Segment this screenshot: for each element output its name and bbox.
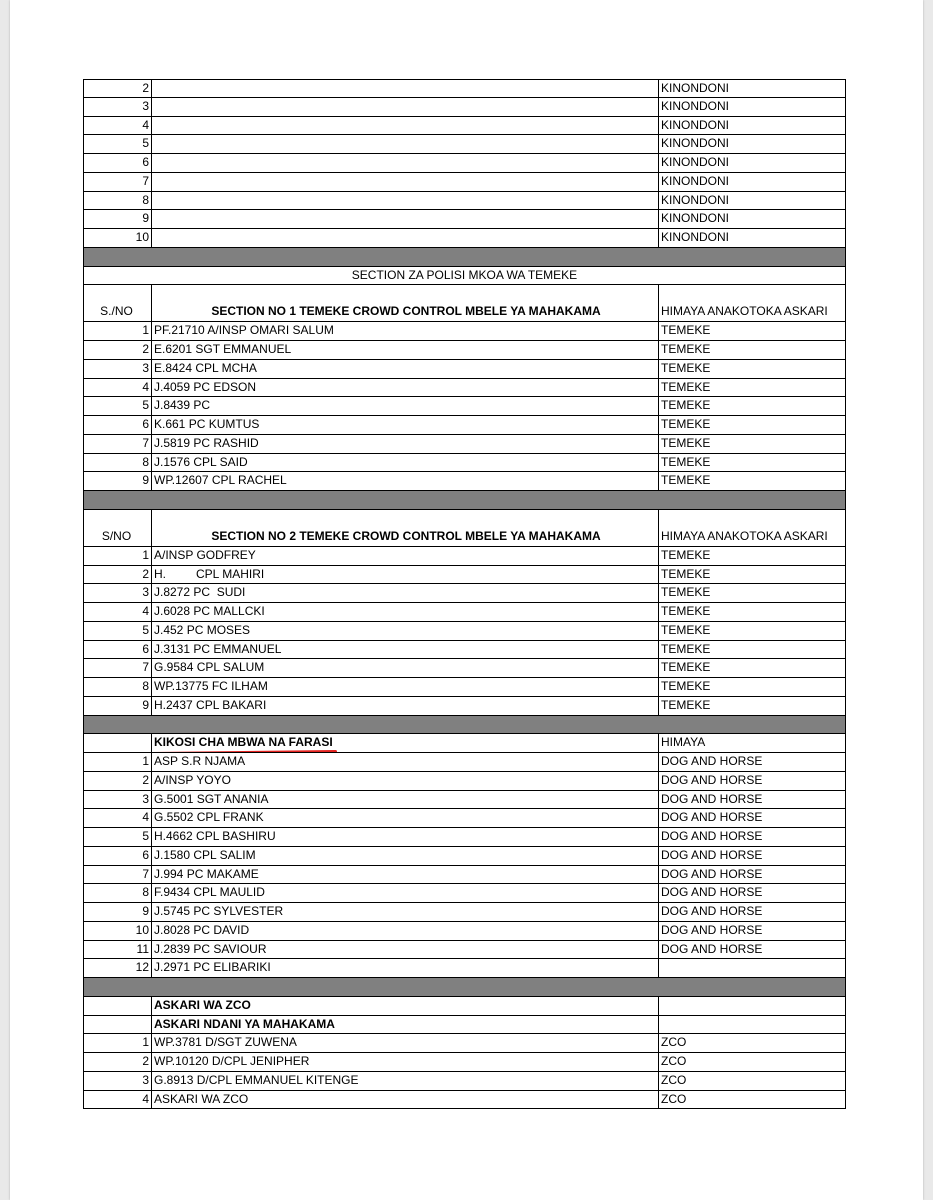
table-row bbox=[83, 791, 846, 810]
area-cell: TEMEKE bbox=[661, 566, 711, 581]
row-number: 2 bbox=[84, 566, 152, 584]
row-number: 1 bbox=[84, 1034, 152, 1052]
table-row bbox=[83, 959, 846, 978]
row-number: 2 bbox=[84, 1053, 152, 1071]
row-number: 7 bbox=[84, 173, 152, 191]
table-row bbox=[83, 154, 846, 173]
table-row bbox=[83, 697, 846, 716]
officer-name: J.8028 PC DAVID bbox=[152, 922, 659, 940]
table-row bbox=[83, 753, 846, 772]
officer-name: G.5001 SGT ANANIA bbox=[152, 791, 659, 809]
table-row bbox=[83, 884, 846, 903]
area-cell: TEMEKE bbox=[661, 417, 711, 431]
officer-name: WP.3781 D/SGT ZUWENA bbox=[152, 1034, 659, 1052]
row-number: 12 bbox=[84, 959, 152, 977]
row-number: 2 bbox=[84, 341, 152, 359]
row-number: 10 bbox=[84, 922, 152, 940]
table-row bbox=[83, 1034, 846, 1053]
column-header-area: HIMAYA ANAKOTOKA ASKARI bbox=[661, 528, 828, 543]
row-number: 4 bbox=[84, 117, 152, 135]
officer-name bbox=[152, 192, 659, 210]
table-row bbox=[83, 322, 846, 341]
officer-name: H.4662 CPL BASHIRU bbox=[152, 828, 659, 846]
officer-name: J.6028 PC MALLCKI bbox=[152, 603, 659, 621]
officer-name bbox=[152, 173, 659, 191]
table-row bbox=[83, 1053, 846, 1072]
table-row bbox=[83, 79, 846, 98]
officer-name: J.8439 PC bbox=[152, 397, 659, 415]
row-number: 6 bbox=[84, 641, 152, 659]
empty-cell bbox=[84, 1016, 152, 1034]
table-row bbox=[83, 847, 846, 866]
table-row bbox=[83, 416, 846, 435]
area-cell: TEMEKE bbox=[661, 398, 711, 413]
table-row bbox=[83, 603, 846, 622]
area-cell: DOG AND HORSE bbox=[661, 847, 763, 862]
table-row bbox=[83, 828, 846, 847]
officer-name: J.8272 PC SUDI bbox=[152, 584, 659, 602]
row-number: 4 bbox=[84, 379, 152, 397]
table-row bbox=[83, 941, 846, 960]
officer-name: J.452 PC MOSES bbox=[152, 622, 659, 640]
document-page bbox=[10, 0, 923, 1200]
section-heading: SECTION ZA POLISI MKOA WA TEMEKE bbox=[351, 267, 578, 282]
row-number: 11 bbox=[84, 941, 152, 959]
area-cell: TEMEKE bbox=[661, 585, 711, 600]
area-cell: DOG AND HORSE bbox=[661, 754, 763, 768]
row-number: 1 bbox=[84, 322, 152, 340]
area-cell: KINONDONI bbox=[661, 211, 730, 226]
table-row bbox=[83, 922, 846, 941]
officer-name: J.3131 PC EMMANUEL bbox=[152, 641, 659, 659]
row-number: 5 bbox=[84, 828, 152, 846]
row-number: 7 bbox=[84, 659, 152, 677]
area-cell: KINONDONI bbox=[661, 81, 730, 95]
row-number: 1 bbox=[84, 753, 152, 771]
table-row bbox=[83, 678, 846, 697]
officer-name: J.5819 PC RASHID bbox=[152, 435, 659, 453]
area-cell: TEMEKE bbox=[661, 379, 711, 394]
officer-name: PF.21710 A/INSP OMARI SALUM bbox=[152, 322, 659, 340]
table-row bbox=[83, 472, 846, 491]
officer-name bbox=[152, 135, 659, 153]
row-number: 2 bbox=[84, 772, 152, 790]
area-cell: TEMEKE bbox=[661, 435, 711, 450]
empty-cell bbox=[659, 997, 845, 1015]
table-row bbox=[83, 229, 846, 248]
area-cell: KINONDONI bbox=[661, 117, 730, 132]
row-number: 3 bbox=[84, 584, 152, 602]
area-cell: TEMEKE bbox=[661, 697, 711, 712]
area-cell: TEMEKE bbox=[661, 660, 711, 675]
officer-name: J.2839 PC SAVIOUR bbox=[152, 941, 659, 959]
row-number: 9 bbox=[84, 210, 152, 228]
area-cell: TEMEKE bbox=[661, 604, 711, 618]
table-row bbox=[83, 341, 846, 360]
officer-name: G.9584 CPL SALUM bbox=[152, 659, 659, 677]
row-number: 10 bbox=[84, 229, 152, 247]
row-number: 3 bbox=[84, 98, 152, 116]
row-number: 3 bbox=[84, 791, 152, 809]
personnel-table bbox=[83, 79, 846, 1109]
table-row bbox=[83, 772, 846, 791]
section-subtitle: ASKARI NDANI YA MAHAKAMA bbox=[152, 1016, 659, 1034]
section-title: ASKARI WA ZCO bbox=[152, 997, 659, 1015]
row-number: 8 bbox=[84, 884, 152, 902]
area-cell: DOG AND HORSE bbox=[661, 791, 763, 806]
area-cell: KINONDONI bbox=[661, 173, 730, 188]
area-cell bbox=[659, 959, 845, 977]
officer-name: ASP S.R NJAMA bbox=[152, 753, 659, 771]
underlined-title: KIKOSI CHA MBWA NA FARASI bbox=[154, 735, 333, 750]
area-cell: DOG AND HORSE bbox=[661, 922, 763, 937]
table-row bbox=[83, 397, 846, 416]
table-row bbox=[83, 1091, 846, 1110]
officer-name: WP.13775 FC ILHAM bbox=[152, 678, 659, 696]
table-row bbox=[83, 866, 846, 885]
row-number: 7 bbox=[84, 866, 152, 884]
section-title-cell bbox=[152, 734, 659, 752]
officer-name: K.661 PC KUMTUS bbox=[152, 416, 659, 434]
officer-name: J.994 PC MAKAME bbox=[152, 866, 659, 884]
section-header-row bbox=[83, 285, 846, 322]
area-cell: DOG AND HORSE bbox=[661, 829, 763, 843]
row-number: 9 bbox=[84, 903, 152, 921]
table-row bbox=[83, 117, 846, 136]
row-number: 9 bbox=[84, 472, 152, 490]
section-title: SECTION NO 1 TEMEKE CROWD CONTROL MBELE YA MAHAKAMA bbox=[152, 285, 659, 321]
table-row bbox=[83, 98, 846, 117]
section-header-row bbox=[83, 510, 846, 547]
area-cell: KINONDONI bbox=[661, 98, 730, 113]
area-cell: TEMEKE bbox=[661, 454, 711, 469]
area-cell: DOG AND HORSE bbox=[661, 772, 763, 787]
column-header-sno: S/NO bbox=[84, 510, 152, 546]
row-number: 8 bbox=[84, 678, 152, 696]
area-cell: KINONDONI bbox=[661, 192, 730, 207]
row-number: 6 bbox=[84, 847, 152, 865]
officer-name: G.5502 CPL FRANK bbox=[152, 809, 659, 827]
table-row bbox=[83, 584, 846, 603]
area-cell: DOG AND HORSE bbox=[661, 941, 763, 956]
row-number: 6 bbox=[84, 154, 152, 172]
table-row bbox=[83, 809, 846, 828]
officer-name bbox=[152, 229, 659, 247]
section-header-row bbox=[83, 997, 846, 1016]
section-title: SECTION NO 2 TEMEKE CROWD CONTROL MBELE YA MAHAKAMA bbox=[152, 510, 659, 546]
table-row bbox=[83, 173, 846, 192]
officer-name: J.2971 PC ELIBARIKI bbox=[152, 959, 659, 977]
officer-name bbox=[152, 210, 659, 228]
area-cell: TEMEKE bbox=[661, 473, 711, 488]
row-number: 7 bbox=[84, 435, 152, 453]
officer-name bbox=[152, 117, 659, 135]
officer-name: WP.12607 CPL RACHEL bbox=[152, 472, 659, 490]
area-cell: TEMEKE bbox=[661, 360, 711, 375]
table-row bbox=[83, 135, 846, 154]
officer-name: J.4059 PC EDSON bbox=[152, 379, 659, 397]
area-cell: ZCO bbox=[661, 1072, 687, 1087]
column-header-area: HIMAYA ANAKOTOKA ASKARI bbox=[661, 304, 828, 319]
separator-row bbox=[83, 491, 846, 510]
table-row bbox=[83, 566, 846, 585]
separator-row bbox=[83, 716, 846, 735]
table-row bbox=[83, 903, 846, 922]
area-cell: KINONDONI bbox=[661, 136, 730, 151]
row-number: 5 bbox=[84, 135, 152, 153]
officer-name: WP.10120 D/CPL JENIPHER bbox=[152, 1053, 659, 1071]
row-number: 2 bbox=[84, 80, 152, 97]
row-number: 1 bbox=[84, 547, 152, 565]
empty-cell bbox=[84, 734, 152, 752]
section-heading-row bbox=[83, 267, 846, 286]
section-header-row bbox=[83, 734, 846, 753]
row-number: 3 bbox=[84, 1072, 152, 1090]
separator-row bbox=[83, 248, 846, 267]
table-row bbox=[83, 454, 846, 473]
table-row bbox=[83, 360, 846, 379]
row-number: 8 bbox=[84, 192, 152, 210]
row-number: 4 bbox=[84, 603, 152, 621]
area-cell: DOG AND HORSE bbox=[661, 810, 763, 825]
officer-name: J.5745 PC SYLVESTER bbox=[152, 903, 659, 921]
officer-name: F.9434 CPL MAULID bbox=[152, 884, 659, 902]
row-number: 9 bbox=[84, 697, 152, 715]
area-cell: TEMEKE bbox=[661, 342, 711, 356]
row-number: 5 bbox=[84, 397, 152, 415]
empty-cell bbox=[84, 997, 152, 1015]
area-cell: TEMEKE bbox=[661, 547, 711, 562]
officer-name: E.6201 SGT EMMANUEL bbox=[152, 341, 659, 359]
officer-name bbox=[152, 80, 659, 97]
section-subheader-row bbox=[83, 1016, 846, 1035]
area-cell: KINONDONI bbox=[661, 155, 730, 169]
officer-name: J.1576 CPL SAID bbox=[152, 454, 659, 472]
table-row bbox=[83, 1072, 846, 1091]
area-cell: TEMEKE bbox=[661, 679, 711, 693]
officer-name: E.8424 CPL MCHA bbox=[152, 360, 659, 378]
officer-name: H.2437 CPL BAKARI bbox=[152, 697, 659, 715]
officer-name: ASKARI WA ZCO bbox=[152, 1091, 659, 1109]
column-header-area: HIMAYA bbox=[661, 735, 706, 750]
table-row bbox=[83, 641, 846, 660]
row-number: 6 bbox=[84, 416, 152, 434]
row-number: 3 bbox=[84, 360, 152, 378]
separator-row bbox=[83, 978, 846, 997]
empty-cell bbox=[659, 1016, 845, 1034]
row-number: 8 bbox=[84, 454, 152, 472]
column-header-sno: S./NO bbox=[84, 285, 152, 321]
area-cell: DOG AND HORSE bbox=[661, 904, 763, 918]
table-row bbox=[83, 659, 846, 678]
officer-name: H. CPL MAHIRI bbox=[152, 566, 659, 584]
table-row bbox=[83, 435, 846, 454]
table-row bbox=[83, 622, 846, 641]
officer-name bbox=[152, 154, 659, 172]
officer-name: J.1580 CPL SALIM bbox=[152, 847, 659, 865]
table-row bbox=[83, 547, 846, 566]
area-cell: ZCO bbox=[661, 1054, 687, 1068]
row-number: 5 bbox=[84, 622, 152, 640]
table-row bbox=[83, 379, 846, 398]
area-cell: ZCO bbox=[661, 1091, 687, 1106]
area-cell: DOG AND HORSE bbox=[661, 885, 763, 900]
row-number: 4 bbox=[84, 809, 152, 827]
officer-name bbox=[152, 98, 659, 116]
area-cell: TEMEKE bbox=[661, 622, 711, 637]
table-row bbox=[83, 210, 846, 229]
area-cell: DOG AND HORSE bbox=[661, 866, 763, 881]
officer-name: A/INSP YOYO bbox=[152, 772, 659, 790]
area-cell: TEMEKE bbox=[661, 323, 711, 338]
area-cell: TEMEKE bbox=[661, 641, 711, 656]
area-cell: KINONDONI bbox=[661, 230, 730, 244]
table-row bbox=[83, 192, 846, 211]
area-cell: ZCO bbox=[661, 1035, 687, 1050]
officer-name: G.8913 D/CPL EMMANUEL KITENGE bbox=[152, 1072, 659, 1090]
row-number: 4 bbox=[84, 1091, 152, 1109]
officer-name: A/INSP GODFREY bbox=[152, 547, 659, 565]
